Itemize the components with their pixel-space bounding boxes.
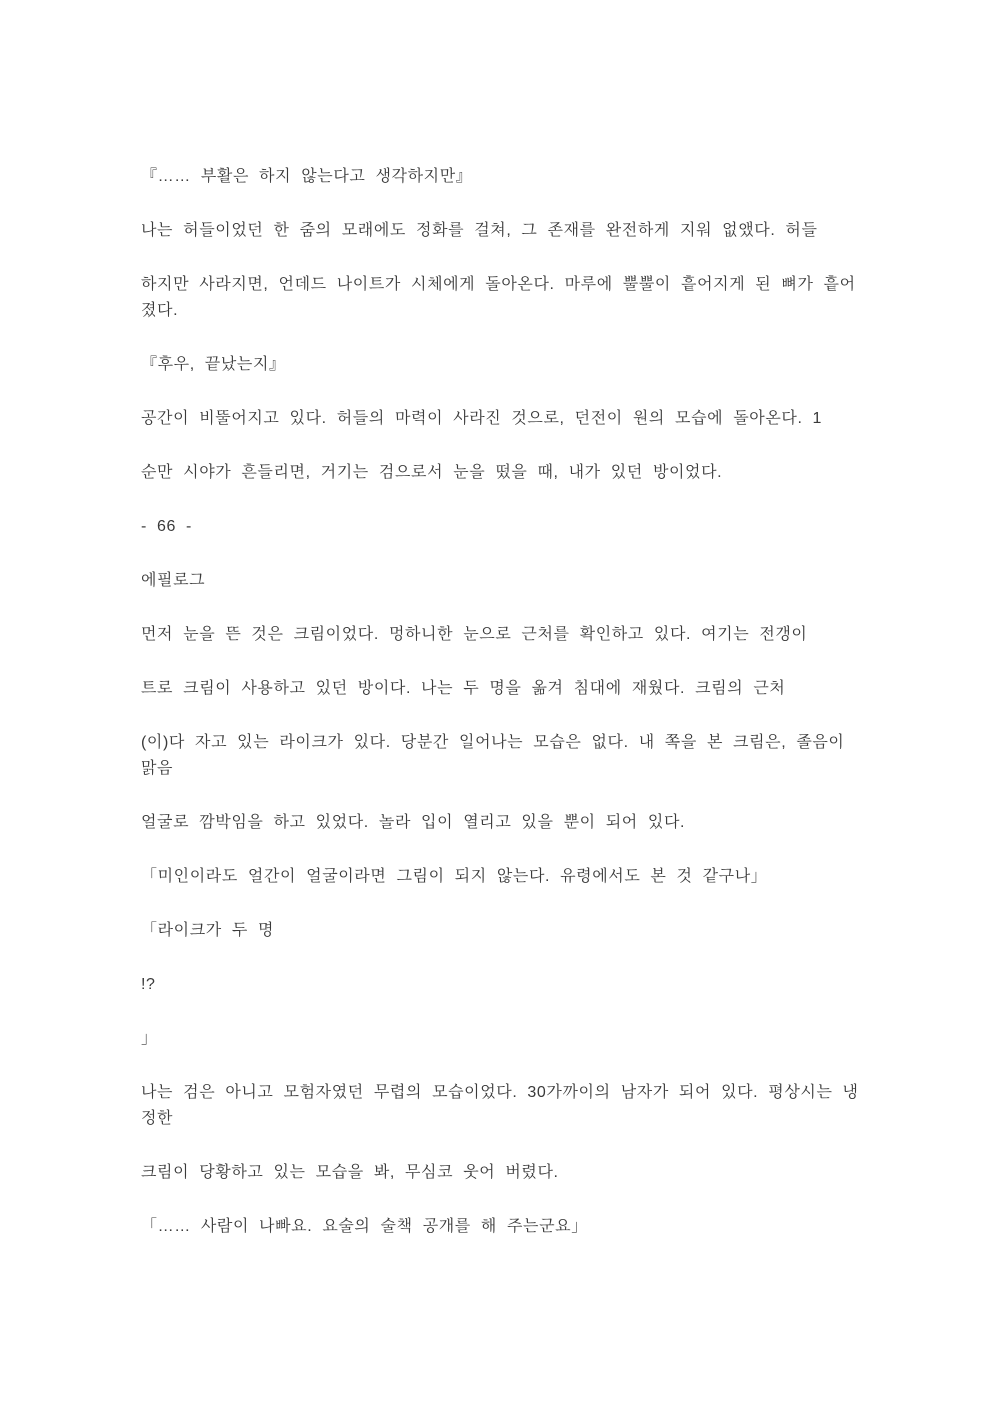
dialogue-paragraph: [141, 1026, 902, 1052]
text-line: !?: [141, 976, 156, 993]
narration-paragraph: [141, 810, 902, 836]
text-line: 순만 시야가 흔들리면, 거기는 검으로서 눈을 떴을 때, 내가 있던 방이었다.: [141, 464, 723, 481]
text-line: 얼굴로 깜박임을 하고 있었다. 놀라 입이 열리고 있을 뿐이 되어 있다.: [141, 814, 686, 831]
chapter-heading-text: 에필로그: [141, 572, 206, 589]
dialogue-paragraph: [141, 864, 902, 890]
text-line: 나는 허들이었던 한 줌의 모래에도 정화를 걸쳐, 그 존재를 완전하게 지워 없앴다. 허들: [141, 222, 818, 239]
text-line: 나는 검은 아니고 모험자였던 무렵의 모습이었다. 30가까이의 남자가 되어 있다. 평상시는 냉: [141, 1084, 859, 1101]
dialogue-paragraph: [141, 1214, 902, 1240]
chapter-heading: [141, 568, 902, 594]
text-line: 먼저 눈을 뜬 것은 크림이었다. 멍하니한 눈으로 근처를 확인하고 있다. 여기는 전갱이: [141, 626, 808, 643]
text-line: 『…… 부활은 하지 않는다고 생각하지만』: [141, 168, 473, 185]
narration-paragraph: [141, 1160, 902, 1186]
text-line: 」: [141, 1030, 158, 1047]
text-line: 졌다.: [141, 302, 179, 319]
narration-paragraph: [141, 1080, 902, 1132]
page-number: [141, 514, 902, 540]
text-line: 『후우, 끝났는지』: [141, 356, 286, 373]
dialogue-paragraph: [141, 918, 902, 944]
text-line: 「라이크가 두 명: [141, 922, 275, 939]
text-line: 「…… 사람이 나빠요. 요술의 술책 공개를 해 주는군요」: [141, 1218, 588, 1235]
dialogue-paragraph: [141, 972, 902, 998]
text-line: 맑음: [141, 760, 174, 777]
narration-paragraph: [141, 622, 902, 648]
narration-paragraph: [141, 676, 902, 702]
narration-paragraph: [141, 406, 902, 432]
dialogue-paragraph: [141, 352, 902, 378]
text-line: 「미인이라도 얼간이 얼굴이라면 그림이 되지 않는다. 유령에서도 본 것 같구나」: [141, 868, 768, 885]
page-number-text: - 66 -: [141, 518, 192, 535]
text-line: 정한: [141, 1110, 174, 1127]
narration-paragraph: [141, 460, 902, 486]
narration-paragraph: [141, 272, 902, 324]
dialogue-paragraph: [141, 164, 902, 190]
narration-paragraph: [141, 218, 902, 244]
narration-paragraph: [141, 730, 902, 782]
text-line: (이)다 자고 있는 라이크가 있다. 당분간 일어나는 모습은 없다. 내 쪽을 본 크림은, 졸음이: [141, 734, 845, 751]
text-line: 트로 크림이 사용하고 있던 방이다. 나는 두 명을 옮겨 침대에 재웠다. 크림의 근처: [141, 680, 786, 697]
text-line: 크림이 당황하고 있는 모습을 봐, 무심코 웃어 버렸다.: [141, 1164, 559, 1181]
text-line: 공간이 비뚤어지고 있다. 허들의 마력이 사라진 것으로, 던전이 원의 모습에 돌아온다. 1: [141, 410, 823, 427]
text-line: 하지만 사라지면, 언데드 나이트가 시체에게 돌아온다. 마루에 뿔뿔이 흩어지게 된 뼈가 흩어: [141, 276, 856, 293]
